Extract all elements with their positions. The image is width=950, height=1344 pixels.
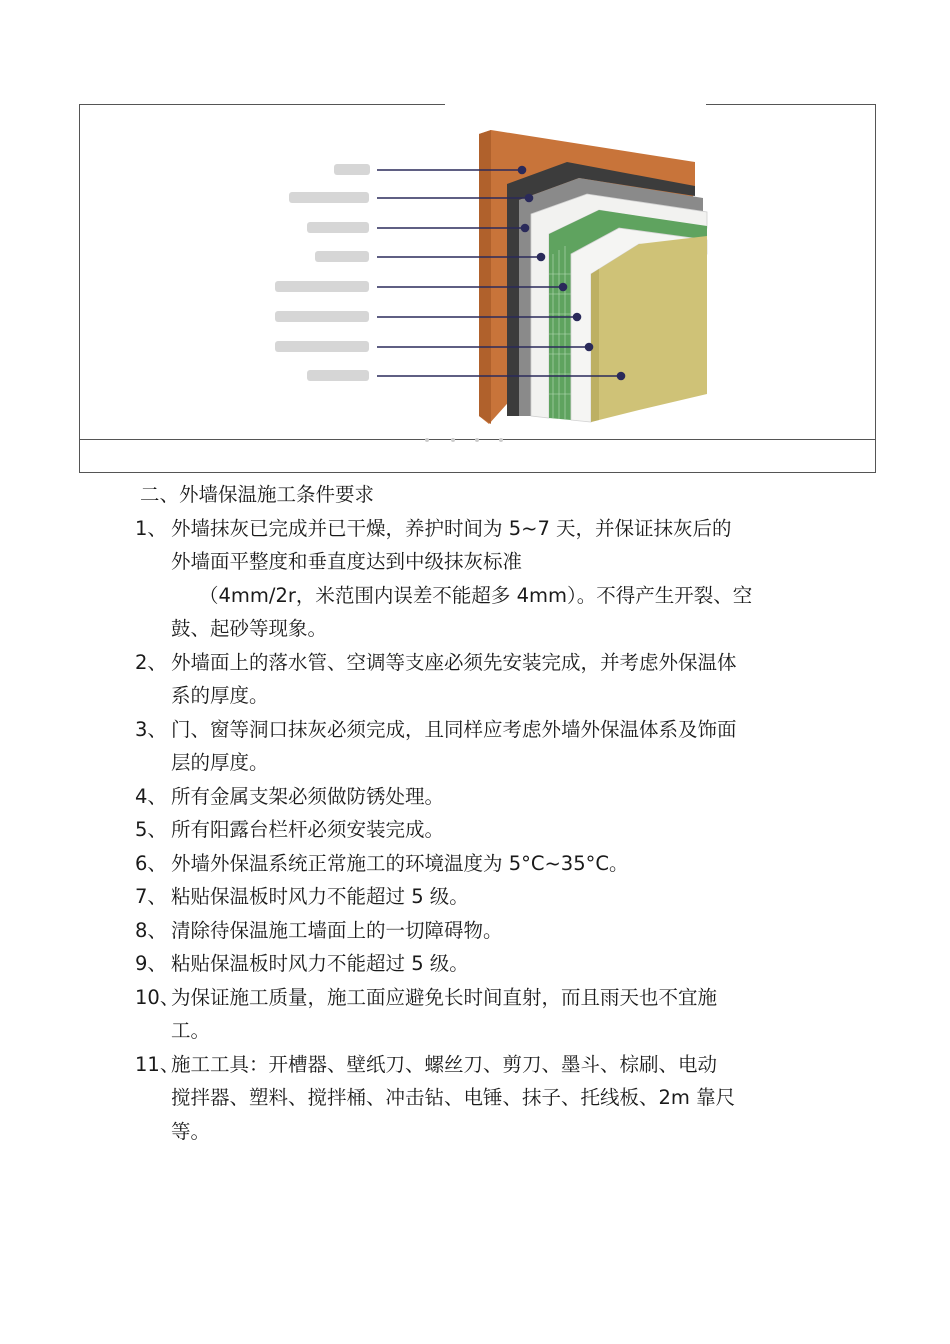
requirement-text-line: 等。 [171,1119,211,1143]
requirement-text-line: 搅拌器、塑料、搅拌桶、冲击钻、电锤、抹子、托线板、2m 靠尺 [171,1086,736,1109]
requirement-text-line: 门、窗等洞口抹灰必须完成，且同样应考虑外墙外保温体系及饰面 [171,717,737,741]
layer-brick-wall-side [479,130,491,424]
requirement-number: 5、 [135,818,167,841]
requirement-text-line: 鼓、起砂等现象。 [171,617,328,640]
layer-label-placeholders [275,164,370,381]
requirement-number: 6、 [135,851,167,875]
requirement-text-line: 系的厚度。 [171,684,269,707]
requirement-number: 2、 [135,650,167,674]
requirement-number: 1、 [135,516,167,540]
requirement-text-line: 层的厚度。 [171,751,269,774]
requirement-number: 7、 [135,885,167,908]
requirement-text-line: 外墙面平整度和垂直度达到中级抹灰标准 [171,550,523,573]
wall-insulation-layer-diagram [79,104,876,473]
section-heading: 二、外墙保温施工条件要求 [140,483,375,506]
requirement-text-line: 清除待保温施工墙面上的一切障碍物。 [171,918,503,942]
requirement-text-line: 所有阳露台栏杆必须安装完成。 [171,818,445,841]
requirement-text-line: 为保证施工质量，施工面应避免长时间直射，而且雨天也不宜施 [171,985,718,1009]
requirement-text-line: 工。 [171,1019,211,1042]
requirement-text-line: （4mm/2r，米范围内误差不能超多 4mm）。不得产生开裂、空 [199,583,753,607]
requirement-number: 3、 [135,717,167,741]
requirement-text-line: 外墙抹灰已完成并已干燥，养护时间为 5~7 天，并保证抹灰后的 [171,516,732,540]
requirement-text-line: 粘贴保温板时风力不能超过 5 级。 [171,952,469,975]
requirement-number: 11、 [135,1052,180,1076]
requirement-number: 8、 [135,918,167,942]
requirement-text-line: 施工工具：开槽器、壁纸刀、螺丝刀、剪刀、墨斗、棕刷、电动 [171,1052,718,1076]
requirement-text-line: 外墙面上的落水管、空调等支座必须先安装完成，并考虑外保温体 [171,650,737,674]
requirement-number: 10、 [135,985,180,1009]
requirement-text-line: 所有金属支架必须做防锈处理。 [171,784,445,808]
caption-placeholder [425,438,503,442]
layer-finish [591,236,707,422]
requirement-text-line: 粘贴保温板时风力不能超过 5 级。 [171,885,469,908]
requirement-number: 4、 [135,784,167,808]
requirement-text-line: 外墙外保温系统正常施工的环境温度为 5°C~35°C。 [171,851,629,875]
requirement-number: 9、 [135,952,167,975]
